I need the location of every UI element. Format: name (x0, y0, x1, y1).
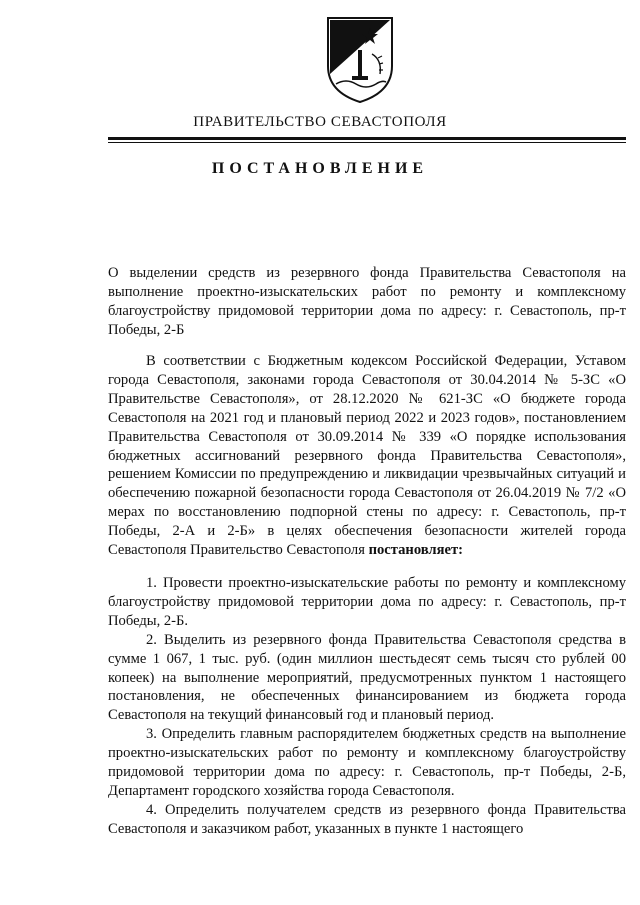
decree-items (108, 574, 626, 839)
decree-item-2: 2. Выделить из резервного фонда Правительства Севастополя средства в сумме 1 067, 1 тыс. руб. (один миллион шестьдесят семь тысяч сто рублей 00 копеек) на выполнение мероприятий, предусмотренных пунктом 1 настоящего постановления, не обеспеченных финансированием из бюджета города Севастополя на текущий финансовый год и плановый период. (108, 631, 626, 724)
preamble (108, 352, 626, 560)
sevastopol-coat-of-arms-icon (322, 14, 398, 104)
decree-item-3: 3. Определить главным распорядителем бюджетных средств на выполнение проектно-изыскательских работ по ремонту и комплексному благоустройству придомовой территории дома по адресу: г. Севастополь, пр-т Победы, 2-Б, Департамент городского хозяйства города Севастополя. (108, 726, 626, 799)
decree-item-4: 4. Определить получателем средств из резервного фонда Правительства Севастополя и заказчиком работ, указанных в пункте 1 настоящего (108, 801, 626, 837)
government-name: ПРАВИТЕЛЬСТВО СЕВАСТОПОЛЯ (193, 114, 447, 130)
preamble-text: В соответствии с Бюджетным кодексом Российской Федерации, Уставом города Севастополя, законами города Севастополя от 30.04.2014 № 5-ЗС «О Правительстве Севастополя», от 28.12.2020 № 621-ЗС «О бюджете города Севастополя на 2021 год и плановый период 2022 и 2023 годов», постановлением Правительства Севастополя от 30.09.2014 № 339 «О порядке использования бюджетных ассигнований резервного фонда Правительства Севастополя», решением Комиссии по предупреждению и ликвидации чрезвычайных ситуаций и обеспечению пожарной безопасности города Севастополя от 26.04.2019 № 7/2 «О мерах по восстановлению подпорной стены по адресу: г. Севастополь, пр-т Победы, 2-А и 2-Б» в целях обеспечения безопасности жителей города Севастополя Правительство Севастополя (108, 353, 626, 559)
header-rule-thin (108, 142, 626, 143)
decree-item-1: 1. Провести проектно-изыскательские работы по ремонту и комплексному благоустройству придомовой территории дома по адресу: г. Севастополь, пр-т Победы, 2-Б. (108, 575, 626, 629)
header-rule-thick (108, 137, 626, 140)
decree-word: постановляет: (368, 542, 464, 559)
document-subject: О выделении средств из резервного фонда Правительства Севастополя на выполнение проектно-изыскательских работ по ремонту и комплексному благоустройству придомовой территории дома по адресу: г. Севастополь, пр-т Победы, 2-Б (108, 265, 626, 338)
document-type: ПОСТАНОВЛЕНИЕ (211, 160, 429, 177)
